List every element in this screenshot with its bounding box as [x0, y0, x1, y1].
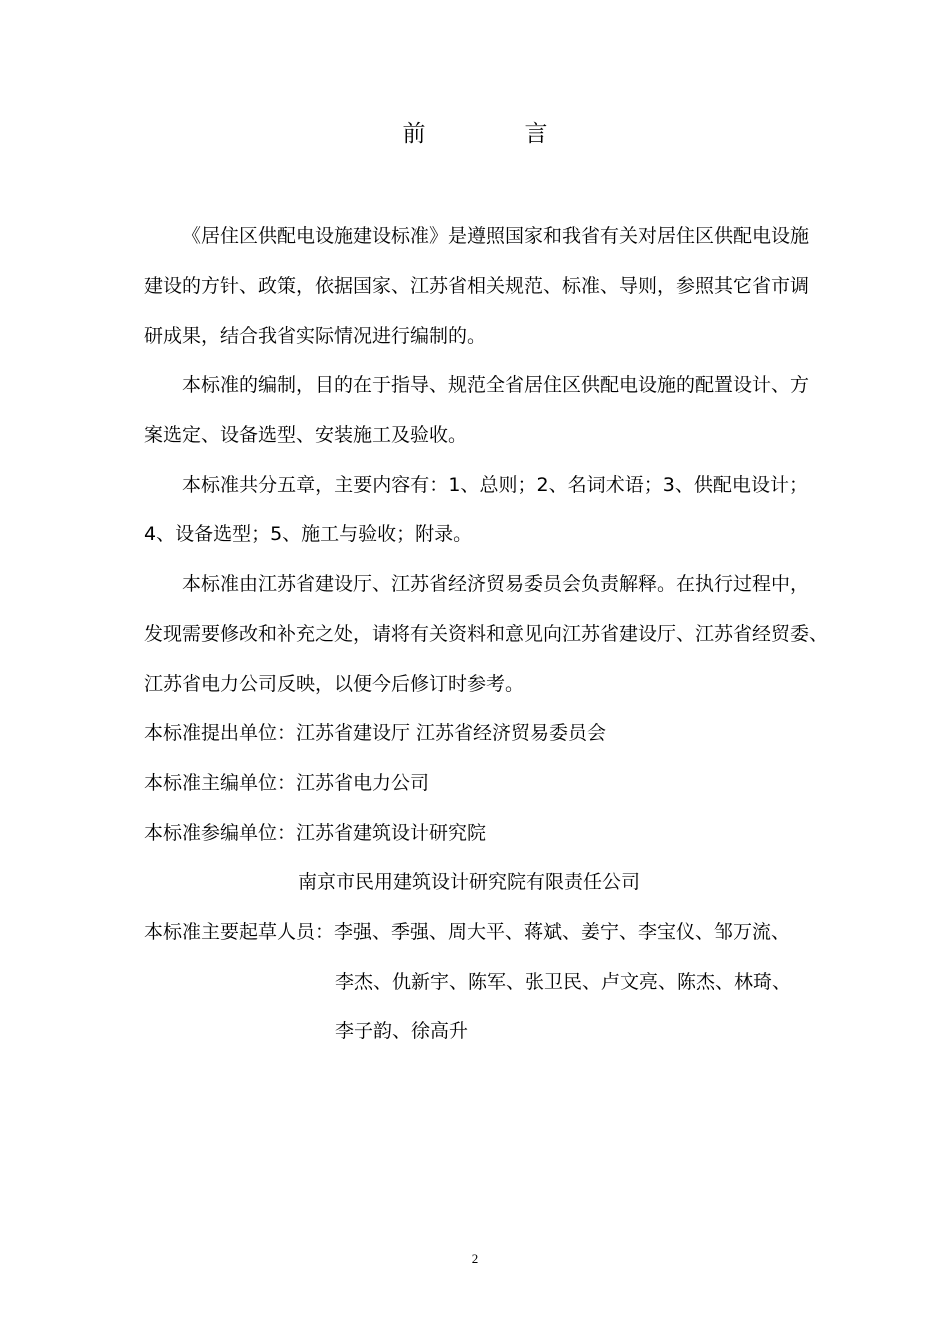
- paragraph-3-line-2: 4、设备选型；5、施工与验收；附录。: [144, 523, 473, 545]
- paragraph-1-line-3: 研成果，结合我省实际情况进行编制的。: [144, 325, 487, 347]
- paragraph-4-line-1: 本标准由江苏省建设厅、江苏省经济贸易委员会负责解释。在执行过程中，: [182, 573, 810, 595]
- proposer-units: 本标准提出单位：江苏省建设厅 江苏省经济贸易委员会: [144, 722, 607, 744]
- participating-units: 本标准参编单位：江苏省建筑设计研究院: [144, 822, 487, 844]
- paragraph-1-line-1: 《居住区供配电设施建设标准》是遵照国家和我省有关对居住区供配电设施: [182, 225, 810, 247]
- paragraph-2-line-2: 案选定、设备选型、安装施工及验收。: [144, 424, 468, 446]
- chief-editor-unit: 本标准主编单位：江苏省电力公司: [144, 772, 430, 794]
- paragraph-2-line-1: 本标准的编制，目的在于指导、规范全省居住区供配电设施的配置设计、方: [182, 374, 810, 396]
- paragraph-4-line-2: 发现需要修改和补充之处，请将有关资料和意见向江苏省建设厅、江苏省经贸委、: [144, 623, 829, 645]
- participating-unit-2: 南京市民用建筑设计研究院有限责任公司: [298, 871, 641, 893]
- paragraph-1-line-2: 建设的方针、政策，依据国家、江苏省相关规范、标准、导则，参照其它省市调: [144, 275, 810, 297]
- paragraph-3-line-1: 本标准共分五章，主要内容有：1、总则；2、名词术语；3、供配电设计；: [182, 474, 808, 496]
- main-drafters-line-3: 李子韵、徐高升: [335, 1020, 469, 1042]
- page-number: 2: [471, 1251, 479, 1266]
- page-title: 前 言: [402, 121, 586, 147]
- paragraph-4-line-3: 江苏省电力公司反映，以便今后修订时参考。: [144, 673, 525, 695]
- main-drafters-line-1: 本标准主要起草人员：李强、季强、周大平、蒋斌、姜宁、李宝仪、邹万流、: [144, 921, 791, 943]
- main-drafters-line-2: 李杰、仇新宇、陈军、张卫民、卢文亮、陈杰、林琦、: [335, 971, 792, 993]
